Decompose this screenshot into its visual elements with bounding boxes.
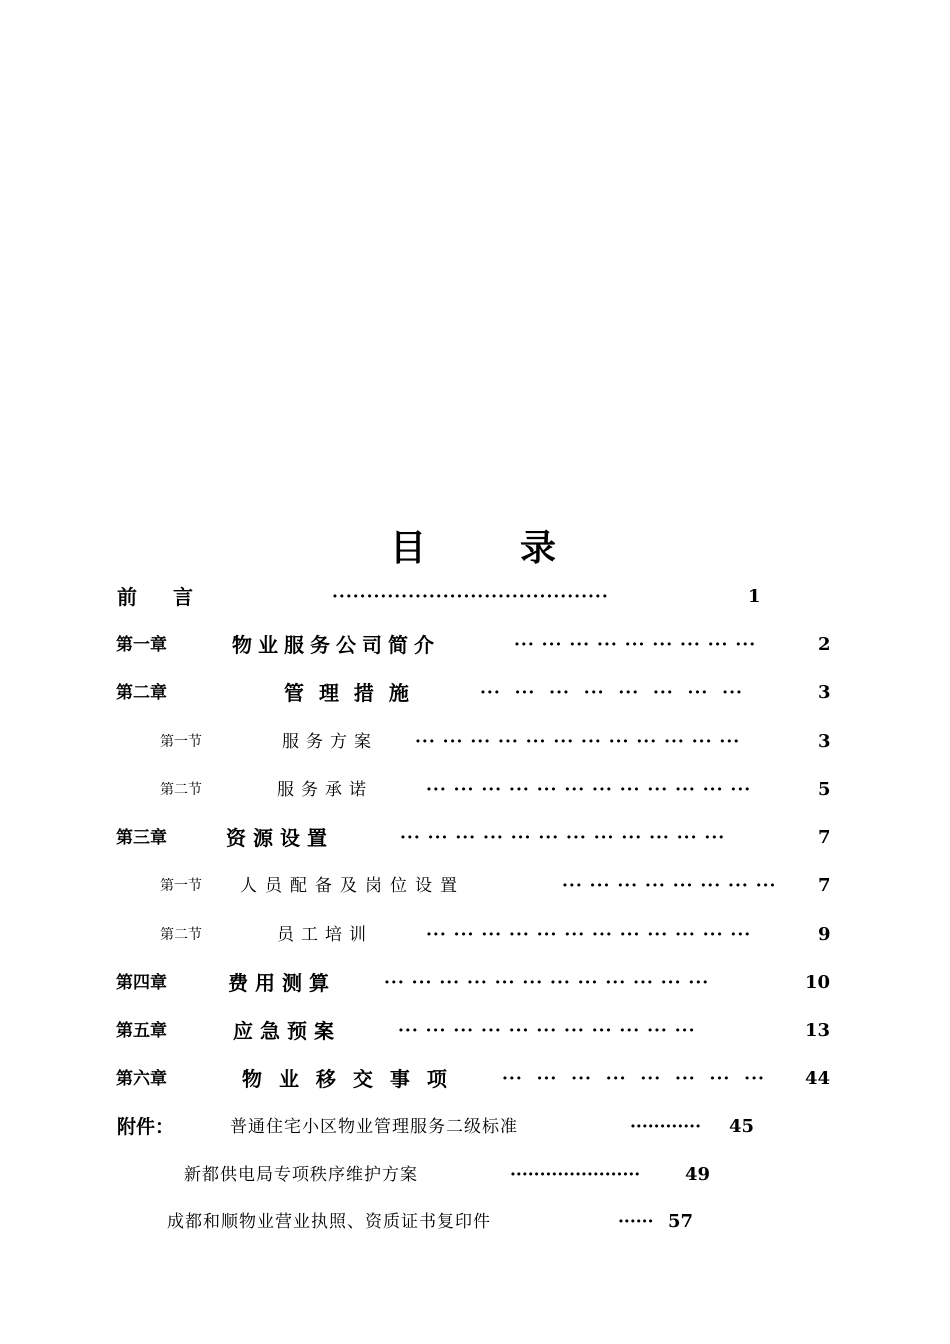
toc-title: 物业服务公司简介 — [232, 633, 440, 657]
toc-dot-leader: ··· ··· ··· ··· ··· ··· ··· ··· ··· ··· ··· ··· — [415, 732, 741, 752]
title-char-2: 录 — [520, 528, 561, 569]
toc-page-number: 2 — [818, 634, 831, 655]
attachments-label: 附件： — [117, 1116, 175, 1138]
toc-title: 应急预案 — [233, 1019, 341, 1043]
toc-dot-leader: ········································ — [332, 587, 609, 607]
toc-dot-leader: ············ — [630, 1117, 702, 1137]
toc-dot-leader: ··· ··· ··· ··· ··· ··· ··· ··· ··· — [514, 635, 757, 655]
toc-title: 物 业 移 交 事 项 — [242, 1067, 452, 1091]
toc-page-number: 44 — [805, 1068, 831, 1089]
toc-page-number: 3 — [818, 731, 831, 752]
toc-page-number: 7 — [818, 875, 831, 896]
toc-title: 员工培训 — [277, 925, 373, 945]
toc-page-number: 13 — [805, 1020, 831, 1041]
toc-dot-leader: ··· ··· ··· ··· ··· ··· ··· ··· ··· ··· ··· ··· — [426, 780, 752, 800]
toc-dot-leader: ··· ··· ··· ··· ··· ··· ··· ··· ··· ··· ··· — [398, 1021, 696, 1041]
toc-label: 第一节 — [160, 878, 202, 894]
toc-title: 服务承诺 — [277, 780, 373, 800]
toc-title: 人员配备及岗位设置 — [240, 876, 465, 896]
toc-title: 资源设置 — [226, 826, 334, 850]
toc-dot-leader: ··· ··· ··· ··· ··· ··· ··· ··· ··· ··· ··· ··· — [400, 828, 726, 848]
toc-page-number: 9 — [818, 924, 831, 945]
toc-title: 费用测算 — [228, 971, 336, 995]
toc-label: 第一章 — [116, 635, 167, 655]
toc-page-number: 1 — [748, 586, 761, 607]
toc-label: 第四章 — [116, 973, 167, 993]
title-char-1: 目 — [389, 528, 430, 569]
toc-title: 服务方案 — [282, 732, 378, 752]
toc-dot-leader: ······ — [618, 1212, 654, 1232]
toc-dot-leader: ······················ — [510, 1165, 641, 1185]
toc-dot-leader: ··· ··· ··· ··· ··· ··· ··· ··· ··· ··· ··· ··· — [384, 973, 710, 993]
toc-page-number: 45 — [729, 1116, 755, 1137]
toc-label: 第五章 — [116, 1021, 167, 1041]
toc-page-number: 49 — [685, 1164, 711, 1185]
toc-label: 第六章 — [116, 1069, 167, 1089]
toc-page-number: 7 — [818, 827, 831, 848]
toc-dot-leader: ··· ··· ··· ··· ··· ··· ··· ··· — [502, 1069, 765, 1089]
toc-label: 第二节 — [160, 927, 202, 943]
toc-label: 第一节 — [160, 734, 202, 750]
toc-label: 前 言 — [117, 585, 201, 609]
toc-dot-leader: ··· ··· ··· ··· ··· ··· ··· ··· — [480, 683, 743, 703]
toc-page-number: 5 — [818, 779, 831, 800]
attachment-title: 新都供电局专项秩序维护方案 — [184, 1165, 418, 1185]
toc-title: 管 理 措 施 — [284, 681, 413, 705]
attachment-title: 成都和顺物业营业执照、资质证书复印件 — [167, 1212, 491, 1232]
toc-page-number: 3 — [818, 682, 831, 703]
toc-dot-leader: ··· ··· ··· ··· ··· ··· ··· ··· — [562, 876, 777, 896]
page-title — [0, 520, 950, 571]
toc-label: 第二章 — [116, 683, 167, 703]
toc-label: 第二节 — [160, 782, 202, 798]
toc-dot-leader: ··· ··· ··· ··· ··· ··· ··· ··· ··· ··· ··· ··· — [426, 925, 752, 945]
attachment-title: 普通住宅小区物业管理服务二级标准 — [230, 1117, 518, 1137]
toc-page-number: 57 — [668, 1211, 694, 1232]
toc-page-number: 10 — [805, 972, 831, 993]
toc-label: 第三章 — [116, 828, 167, 848]
